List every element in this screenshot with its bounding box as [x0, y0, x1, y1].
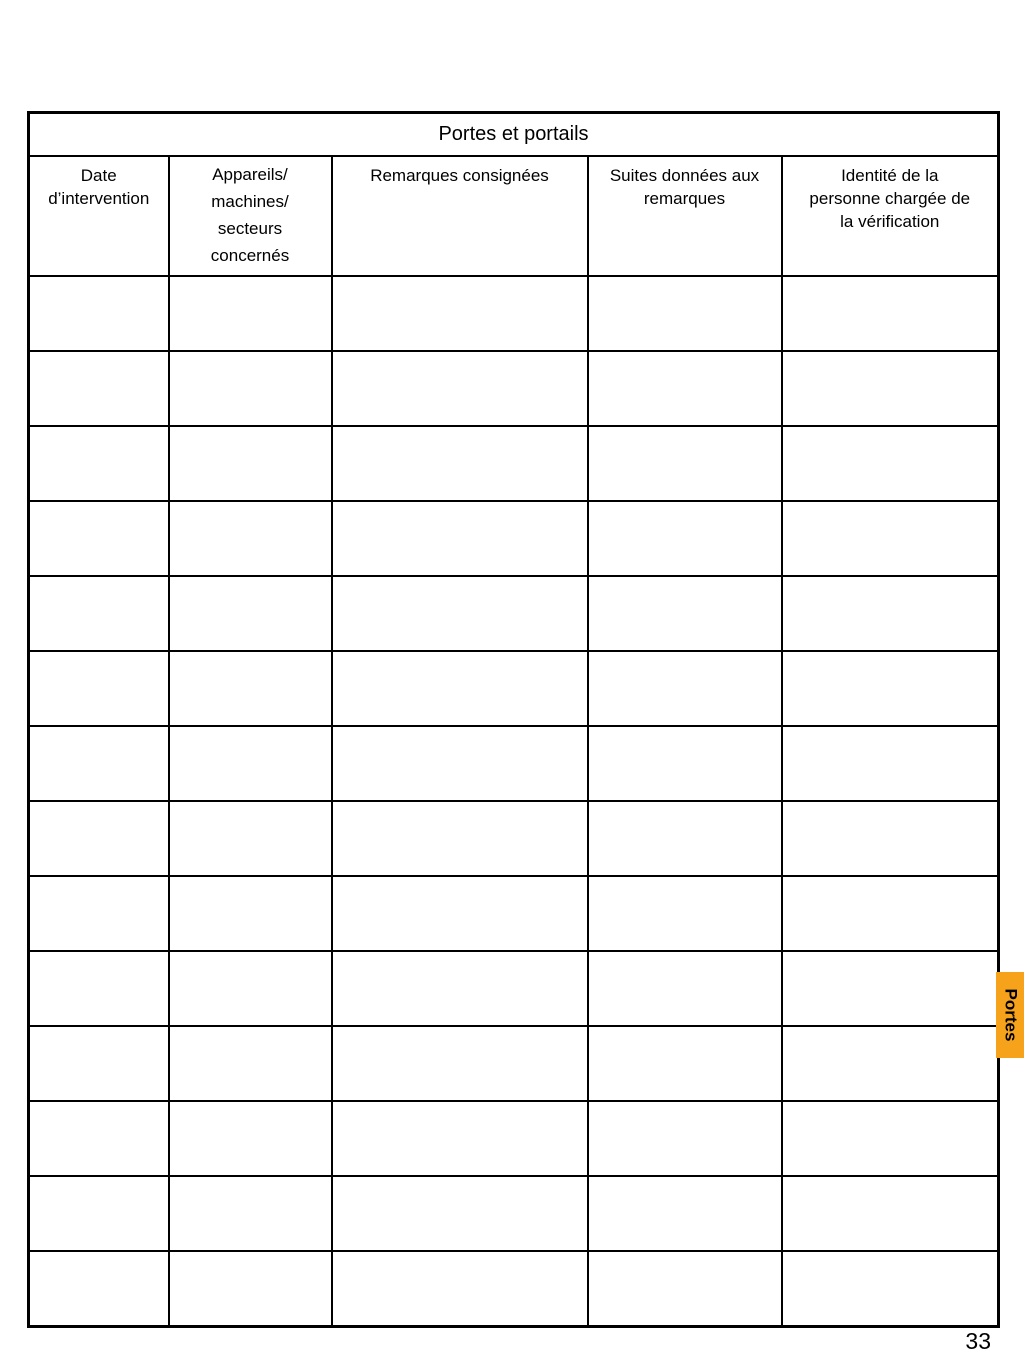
table-cell[interactable]: [588, 1176, 782, 1251]
column-header-inspector: [782, 156, 999, 276]
table-cell[interactable]: [332, 801, 588, 876]
table-cell[interactable]: [169, 1176, 332, 1251]
column-header-label: Suites données aux remarques: [609, 166, 760, 208]
table-cell[interactable]: [169, 1101, 332, 1176]
table-row: [29, 1101, 999, 1176]
table-cell[interactable]: [332, 726, 588, 801]
table-cell[interactable]: [29, 1251, 169, 1327]
table-cell[interactable]: [782, 876, 999, 951]
table-cell[interactable]: [29, 1101, 169, 1176]
column-header-devices: [169, 156, 332, 276]
table-cell[interactable]: [169, 951, 332, 1026]
table-row: [29, 1176, 999, 1251]
table-cell[interactable]: [782, 1251, 999, 1327]
column-header-remarks: [332, 156, 588, 276]
table-cell[interactable]: [29, 801, 169, 876]
column-header-follow-up: [588, 156, 782, 276]
table-cell[interactable]: [588, 876, 782, 951]
table-row: [29, 426, 999, 501]
table-row: [29, 1026, 999, 1101]
table-cell[interactable]: [588, 576, 782, 651]
column-header-label: Date d’intervention: [48, 166, 150, 208]
table-cell[interactable]: [332, 876, 588, 951]
table-cell[interactable]: [782, 651, 999, 726]
table-cell[interactable]: [169, 726, 332, 801]
table-cell[interactable]: [588, 1251, 782, 1327]
table-row: [29, 501, 999, 576]
column-header-label: Appareils/ machines/ secteurs concernés: [210, 165, 290, 265]
table-cell[interactable]: [332, 501, 588, 576]
table-cell[interactable]: [169, 801, 332, 876]
table-cell[interactable]: [588, 426, 782, 501]
table-row: [29, 576, 999, 651]
table-cell[interactable]: [332, 576, 588, 651]
table-cell[interactable]: [782, 501, 999, 576]
table-row: [29, 1251, 999, 1327]
page-number: 33: [965, 1328, 991, 1354]
table-cell[interactable]: [588, 1101, 782, 1176]
table-cell[interactable]: [782, 426, 999, 501]
table-cell[interactable]: [29, 576, 169, 651]
table-cell[interactable]: [169, 1251, 332, 1327]
table-cell[interactable]: [29, 951, 169, 1026]
table-cell[interactable]: [29, 876, 169, 951]
table-cell[interactable]: [29, 426, 169, 501]
table-row: [29, 276, 999, 351]
table-cell[interactable]: [588, 276, 782, 351]
table-cell[interactable]: [169, 501, 332, 576]
table-cell[interactable]: [169, 651, 332, 726]
table-cell[interactable]: [169, 1026, 332, 1101]
table-cell[interactable]: [782, 801, 999, 876]
table-cell[interactable]: [332, 1251, 588, 1327]
table-cell[interactable]: [169, 351, 332, 426]
table-cell[interactable]: [588, 1026, 782, 1101]
table-cell[interactable]: [782, 1176, 999, 1251]
table-cell[interactable]: [169, 576, 332, 651]
table-cell[interactable]: [782, 951, 999, 1026]
column-header-date: [29, 156, 169, 276]
section-tab: [996, 972, 1024, 1058]
table-row: [29, 351, 999, 426]
table-cell[interactable]: [782, 351, 999, 426]
table-cell[interactable]: [588, 726, 782, 801]
table-title-row: [29, 113, 999, 157]
table-cell[interactable]: [782, 726, 999, 801]
table-cell[interactable]: [588, 501, 782, 576]
table-cell[interactable]: [332, 1101, 588, 1176]
table-cell[interactable]: [169, 276, 332, 351]
table-row: [29, 876, 999, 951]
table-cell[interactable]: [588, 651, 782, 726]
table-row: [29, 651, 999, 726]
table-cell[interactable]: [29, 1026, 169, 1101]
table-cell[interactable]: [782, 276, 999, 351]
section-tab-label: Portes: [1001, 988, 1021, 1042]
table-cell[interactable]: [332, 276, 588, 351]
table-cell[interactable]: [332, 351, 588, 426]
table-row: [29, 801, 999, 876]
inspection-log-table: [27, 111, 1000, 1328]
table-cell[interactable]: [588, 351, 782, 426]
table-cell[interactable]: [782, 1101, 999, 1176]
table-cell[interactable]: [29, 726, 169, 801]
table-cell[interactable]: [29, 1176, 169, 1251]
table-cell[interactable]: [29, 351, 169, 426]
table-body: [29, 276, 999, 1327]
table-row: [29, 726, 999, 801]
table-cell[interactable]: [332, 426, 588, 501]
column-header-label: Remarques consignées: [370, 166, 549, 185]
table-cell[interactable]: [29, 501, 169, 576]
table-cell[interactable]: [782, 576, 999, 651]
table-title: Portes et portails: [29, 113, 999, 157]
table-cell[interactable]: [332, 1026, 588, 1101]
table-cell[interactable]: [588, 951, 782, 1026]
table-row: [29, 951, 999, 1026]
table-cell[interactable]: [169, 876, 332, 951]
table-header-row: [29, 156, 999, 276]
column-header-label: Identité de la personne chargée de la vérification: [809, 166, 971, 231]
table-cell[interactable]: [29, 276, 169, 351]
table-cell[interactable]: [332, 951, 588, 1026]
table-cell[interactable]: [588, 801, 782, 876]
table-cell[interactable]: [169, 426, 332, 501]
table-cell[interactable]: [332, 651, 588, 726]
table-cell[interactable]: [332, 1176, 588, 1251]
table-cell[interactable]: [782, 1026, 999, 1101]
table-cell[interactable]: [29, 651, 169, 726]
